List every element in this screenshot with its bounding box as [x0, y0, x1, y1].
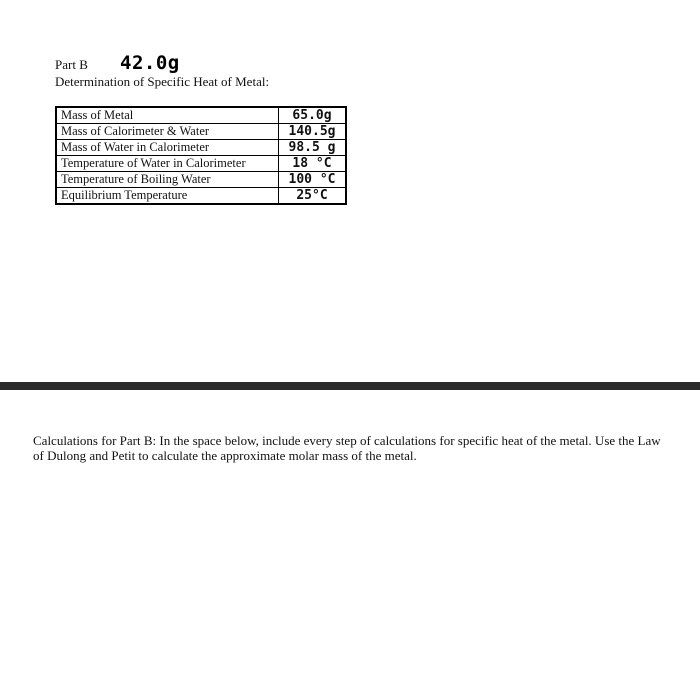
row-value: 65.0g — [279, 107, 347, 124]
row-label: Mass of Calorimeter & Water — [56, 124, 279, 140]
table-row — [56, 140, 346, 156]
table-row — [56, 156, 346, 172]
row-label: Mass of Metal — [56, 107, 279, 124]
row-label: Temperature of Boiling Water — [56, 172, 279, 188]
specific-heat-data-table — [55, 106, 347, 205]
table-row — [56, 107, 346, 124]
section-title: Determination of Specific Heat of Metal: — [55, 74, 270, 89]
part-b-label: Part B — [55, 57, 88, 72]
row-value: 100 °C — [279, 172, 347, 188]
row-label: Mass of Water in Calorimeter — [56, 140, 279, 156]
row-value: 25°C — [279, 188, 347, 205]
row-value: 18 °C — [279, 156, 347, 172]
page-divider — [0, 382, 700, 390]
row-value: 140.5g — [279, 124, 347, 140]
row-label: Temperature of Water in Calorimeter — [56, 156, 279, 172]
part-b-handwritten-value: 42.0g — [120, 52, 180, 74]
table-row — [56, 124, 346, 140]
row-label: Equilibrium Temperature — [56, 188, 279, 205]
row-value: 98.5 g — [279, 140, 347, 156]
table-row — [56, 172, 346, 188]
calculations-instructions: Calculations for Part B: In the space below, include every step of calculations for specific heat of the metal. Use the Law of Dulong and Petit to calculate the approximate molar mass of the metal. — [33, 433, 661, 463]
table-row — [56, 188, 346, 205]
